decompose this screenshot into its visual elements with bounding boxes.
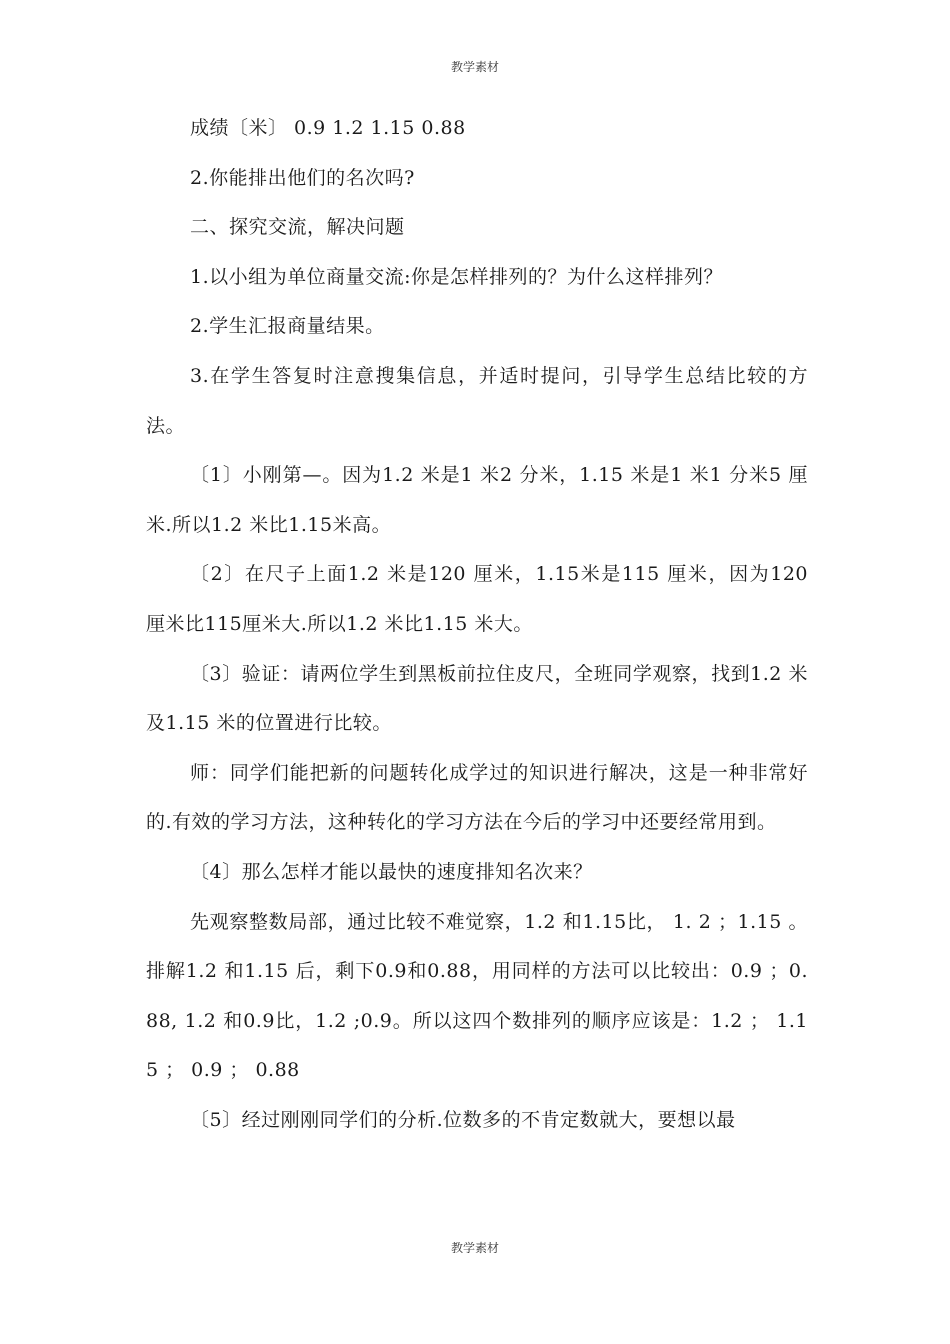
paragraph-student-report: 2.学生汇报商量结果。 (190, 315, 385, 338)
document-body (146, 104, 808, 1145)
paragraph-point-2: 〔2〕在尺子上面1.2 米是120 厘米，1.15米是115 厘米，因为120 厘米比115厘米大.所以1.2 米比1.15 米大。 (146, 563, 808, 635)
paragraph-collect-info: 3.在学生答复时注意搜集信息，并适时提问，引导学生总结比较的方法。 (146, 364, 808, 437)
section-heading-explore: 二、探究交流，解决问题 (190, 216, 405, 239)
page-footer: 教学素材 (450, 1241, 499, 1255)
paragraph-question-ranking: 2.你能排出他们的名次吗? (190, 166, 415, 189)
paragraph-point-5: 〔5〕经过刚刚同学们的分析.位数多的不肯定数就大，要想以最 (190, 1108, 736, 1131)
paragraph-comparison-method: 先观察整数局部，通过比较不难觉察，1.2 和1.15比， 1. 2 ；1.15 。排解1.2 和1.15 后，剩下0.9和0.88，用同样的方法可以比较出：0.9 ；0.88, 1.2 和0.9比，1.2 ;0.9。所以这四个数排列的顺序应该是：1.2 ； 1.15 ； 0.9 ； 0.88 (146, 910, 808, 1082)
paragraph-point-3: 〔3〕验证：请两位学生到黑板前拉住皮尺，全班同学观察，找到1.2 米及1.15 米的位置进行比较。 (146, 662, 808, 735)
paragraph-scores: 成绩〔米〕 0.9 1.2 1.15 0.88 (190, 117, 466, 139)
paragraph-point-4: 〔4〕那么怎样才能以最快的速度排知名次来？ (190, 860, 593, 883)
paragraph-point-1: 〔1〕小刚第—。因为1.2 米是1 米2 分米，1.15 米是1 米1 分米5 厘米.所以1.2 米比1.15米高。 (146, 464, 808, 536)
paragraph-group-discussion: 1.以小组为单位商量交流:你是怎样排列的？为什么这样排列？ (190, 265, 724, 288)
page-header: 教学素材 (450, 60, 499, 74)
paragraph-teacher-remark: 师：同学们能把新的问题转化成学过的知识进行解决，这是一种非常好的.有效的学习方法，这种转化的学习方法在今后的学习中还要经常用到。 (146, 761, 808, 834)
